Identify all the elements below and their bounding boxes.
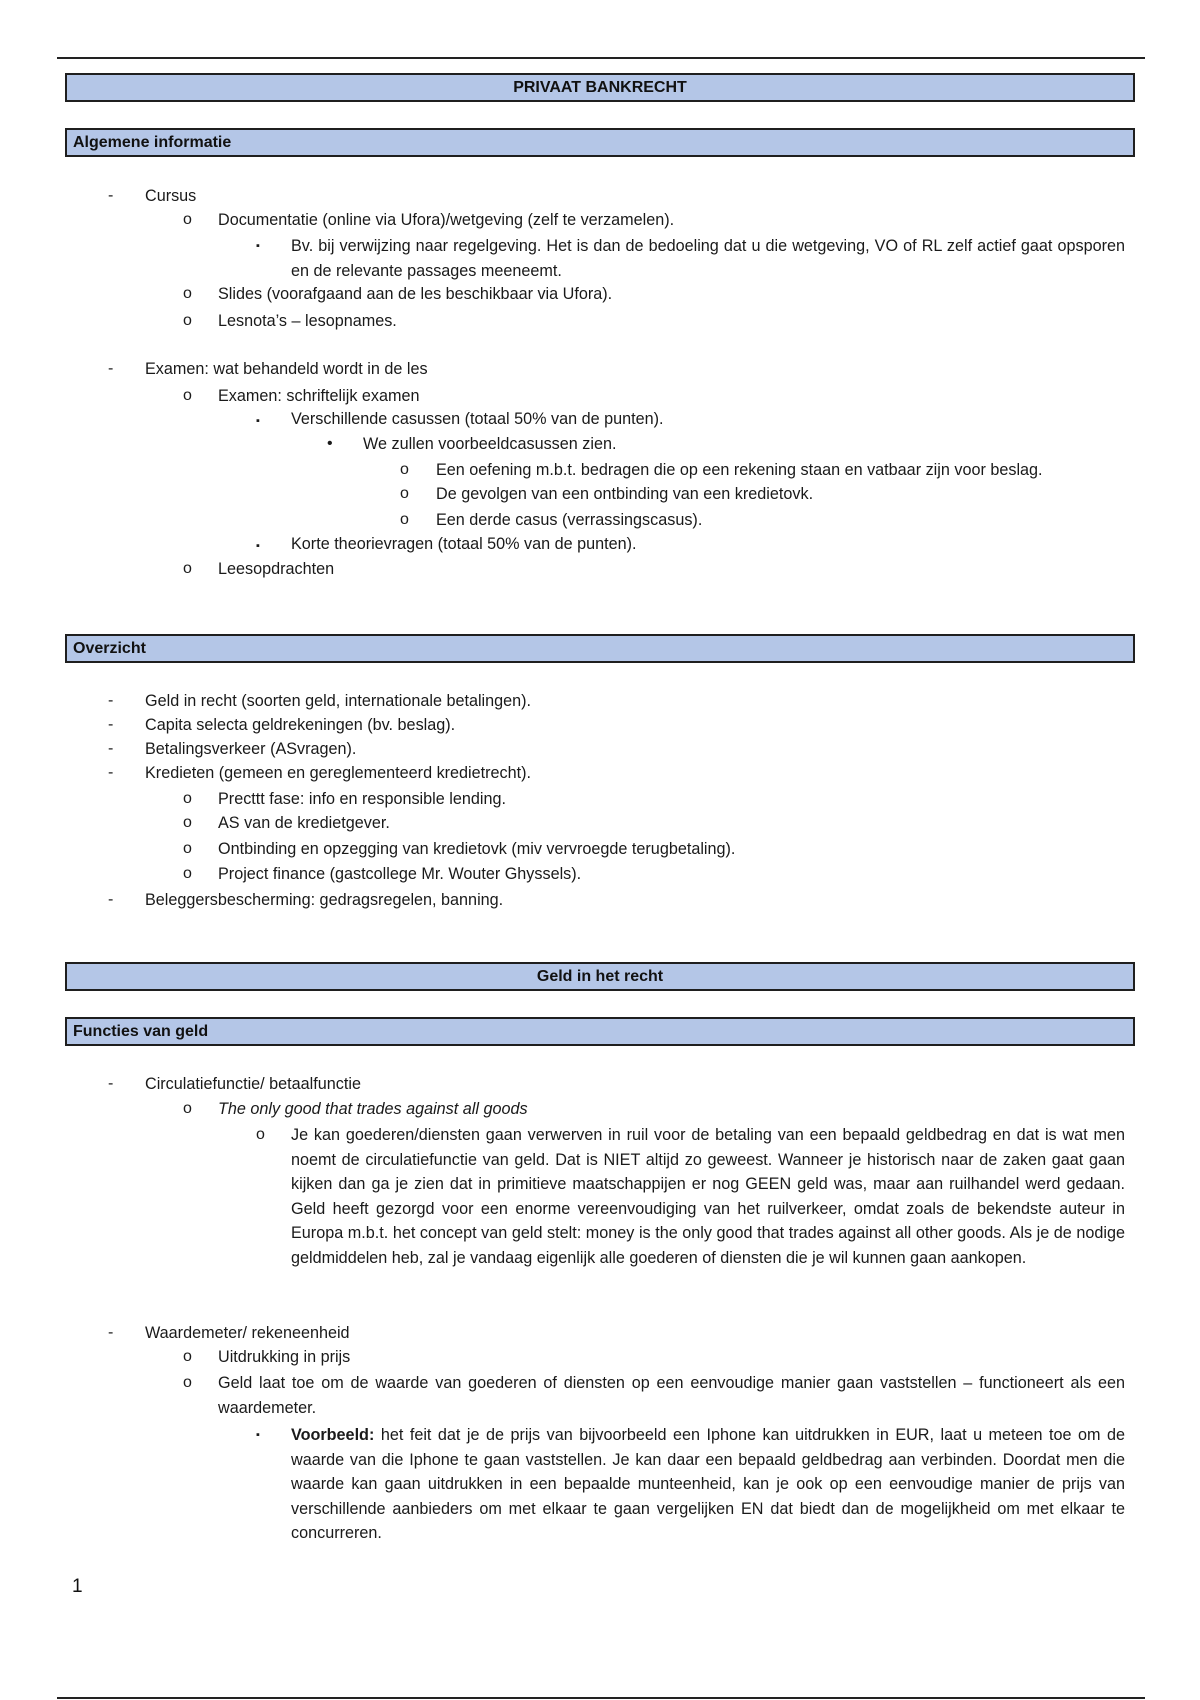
list-item-theorie: Korte theorievragen (totaal 50% van de punten). (291, 535, 637, 553)
square-marker: ▪ (256, 1429, 260, 1441)
list-item: Precttt fase: info en responsible lending. (218, 790, 506, 808)
list-item-oefening: Een oefening m.b.t. bedragen die op een rekening staan en vatbaar zijn voor beslag. (436, 461, 1043, 479)
list-item-voorbeeld: We zullen voorbeeldcasussen zien. (363, 435, 617, 453)
circle-marker: o (183, 865, 192, 882)
circle-marker: o (400, 511, 409, 528)
dash-marker: - (108, 740, 114, 757)
dash-marker: - (108, 891, 114, 908)
list-item: Geld in recht (soorten geld, internationale betalingen). (145, 692, 532, 710)
section-heading-functies-van-geld: Functies van geld (65, 1017, 1135, 1046)
section-heading-algemene-informatie: Algemene informatie (65, 128, 1135, 157)
paragraph-voorbeeld (291, 1423, 1125, 1546)
dash-marker: - (108, 1075, 114, 1092)
circle-marker: o (183, 840, 192, 857)
list-item: Ontbinding en opzegging van kredietovk (miv vervroegde terugbetaling). (218, 840, 736, 858)
circle-marker: o (183, 814, 192, 831)
chapter-title: Geld in het recht (65, 962, 1135, 991)
circle-marker: o (183, 312, 192, 329)
list-item-only-good: The only good that trades against all goods (218, 1100, 528, 1118)
paragraph-bv: Bv. bij verwijzing naar regelgeving. Het is dan de bedoeling dat u die wetgeving, VO of RL zelf actief gaat opsporen en de relevante passages meeneemt. (291, 237, 1125, 280)
circle-marker: o (183, 211, 192, 228)
circle-marker: o (183, 560, 192, 577)
bullet-marker: • (327, 435, 333, 452)
list-item-examen-schriftelijk: Examen: schriftelijk examen (218, 387, 420, 405)
list-item: Capita selecta geldrekeningen (bv. beslag). (145, 716, 456, 734)
list-item-gevolgen: De gevolgen van een ontbinding van een kredietovk. (436, 485, 814, 503)
dash-marker: - (108, 360, 114, 377)
dash-marker: - (108, 716, 114, 733)
square-marker: ▪ (256, 540, 260, 552)
list-item-uitdrukking: Uitdrukking in prijs (218, 1348, 351, 1366)
list-item-derde: Een derde casus (verrassingscasus). (436, 511, 703, 529)
dash-marker: - (108, 692, 114, 709)
circle-marker: o (400, 485, 409, 502)
list-item-lesnotas: Lesnota’s – lesopnames. (218, 312, 397, 330)
dash-marker: - (108, 1324, 114, 1341)
voorbeeld-label: Voorbeeld: (291, 1426, 375, 1444)
square-marker: ▪ (256, 240, 260, 252)
list-item-slides: Slides (voorafgaand aan de les beschikbaar via Ufora). (218, 285, 613, 303)
list-item: Project finance (gastcollege Mr. Wouter Ghyssels). (218, 865, 582, 883)
circle-marker: o (183, 790, 192, 807)
paragraph-circulatie: Je kan goederen/diensten gaan verwerven in ruil voor de betaling van een bepaald geldbedrag en dat is wat men noemt de circulatiefunctie van geld. Dat is NIET altijd zo geweest. Wanneer je historisch naar de zaken gaat gaan kijken dan ga je zien dat in primitieve maatschappijen er nog GEEN geld was, maar aan ruilhandel werd gedaan. Geld heeft gezorgd voor een enorme vereenvoudiging van het ruilverkeer, omdat zoals de bekendste auteur in Europa m.b.t. het concept van geld stelt: money is the only good that trades against all other goods. Als je de nodige geldmiddelen heb, zal je vandaag eigenlijk alle goederen of diensten die je wil kunnen gaan aankopen. (291, 1126, 1125, 1267)
top-rule (57, 57, 1145, 59)
dash-marker: - (108, 764, 114, 781)
circle-marker: o (183, 387, 192, 404)
list-item-cursus: Cursus (145, 187, 197, 205)
document-title: PRIVAAT BANKRECHT (65, 73, 1135, 102)
circle-marker: o (256, 1126, 265, 1143)
list-item: Beleggersbescherming: gedragsregelen, banning. (145, 891, 504, 909)
circle-marker: o (400, 461, 409, 478)
list-item: Kredieten (gemeen en gereglementeerd kredietrecht). (145, 764, 532, 782)
circle-marker: o (183, 1348, 192, 1365)
square-marker: ▪ (256, 415, 260, 427)
dash-marker: - (108, 187, 114, 204)
paragraph-geld-laat: Geld laat toe om de waarde van goederen of diensten op een eenvoudige manier gaan vaststellen – functioneert als een waardemeter. (218, 1374, 1125, 1417)
list-item: Betalingsverkeer (ASvragen). (145, 740, 357, 758)
list-item: AS van de kredietgever. (218, 814, 390, 832)
list-item-waardemeter: Waardemeter/ rekeneenheid (145, 1324, 350, 1342)
list-item-lees: Leesopdrachten (218, 560, 335, 578)
bottom-rule (57, 1697, 1145, 1699)
list-item-circulatie: Circulatiefunctie/ betaalfunctie (145, 1075, 361, 1093)
circle-marker: o (183, 1100, 192, 1117)
circle-marker: o (183, 1374, 192, 1391)
list-item-casussen: Verschillende casussen (totaal 50% van de punten). (291, 410, 664, 428)
page-number: 1 (72, 1576, 83, 1597)
list-item-documentatie: Documentatie (online via Ufora)/wetgeving (zelf te verzamelen). (218, 211, 675, 229)
section-heading-overzicht: Overzicht (65, 634, 1135, 663)
circle-marker: o (183, 285, 192, 302)
list-item-examen: Examen: wat behandeld wordt in de les (145, 360, 428, 378)
voorbeeld-text: het feit dat je de prijs van bijvoorbeeld een Iphone kan uitdrukken in EUR, laat u meteen toe om de waarde van die Iphone te gaan vaststellen. Je kan daar een bepaald geldbedrag aan verbinden. Doordat men die waarde kan gaan uitdrukken in een bepaalde munteenheid, kan je ook op een eenvoudige manier de prijs van verschillende aanbieders om met elkaar te gaan vergelijken EN dat biedt dan de mogelijkheid om met elkaar te concurreren. (291, 1426, 1125, 1543)
